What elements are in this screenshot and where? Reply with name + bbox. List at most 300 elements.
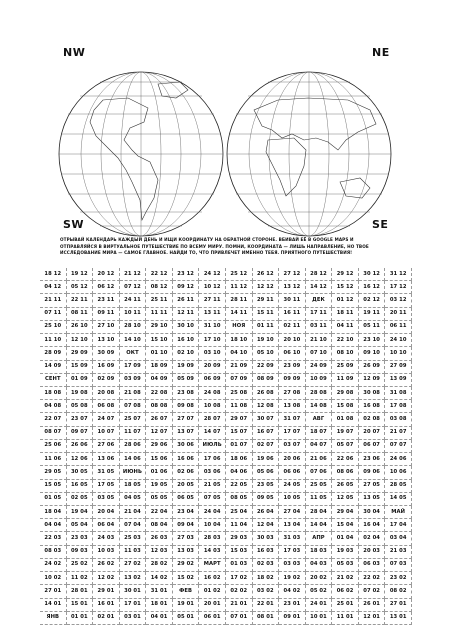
calendar-day-cell[interactable] — [359, 493, 386, 506]
calendar-day-cell[interactable] — [279, 453, 306, 466]
calendar-day-cell[interactable] — [173, 321, 200, 334]
calendar-day-cell[interactable] — [306, 294, 333, 307]
calendar-day-cell[interactable] — [385, 493, 412, 506]
calendar-day-cell[interactable] — [173, 308, 200, 321]
calendar-day-cell[interactable] — [120, 612, 147, 625]
calendar-day-cell[interactable] — [226, 413, 253, 426]
calendar-day-cell[interactable] — [120, 400, 147, 413]
calendar-day-cell[interactable] — [306, 480, 333, 493]
calendar-day-cell[interactable] — [67, 361, 94, 374]
calendar-day-cell[interactable] — [385, 400, 412, 413]
calendar-day-cell[interactable] — [146, 308, 173, 321]
calendar-day-cell[interactable] — [67, 559, 94, 572]
calendar-day-cell[interactable] — [332, 546, 359, 559]
calendar-day-cell[interactable] — [359, 294, 386, 307]
calendar-day-cell[interactable] — [67, 440, 94, 453]
calendar-day-cell[interactable] — [359, 453, 386, 466]
calendar-day-cell[interactable] — [385, 387, 412, 400]
calendar-day-cell[interactable] — [332, 519, 359, 532]
calendar-day-cell[interactable] — [120, 546, 147, 559]
calendar-day-cell[interactable] — [120, 334, 147, 347]
calendar-day-cell[interactable] — [253, 361, 280, 374]
calendar-day-cell[interactable] — [67, 519, 94, 532]
calendar-day-cell[interactable] — [93, 493, 120, 506]
calendar-day-cell[interactable] — [332, 480, 359, 493]
calendar-day-cell[interactable] — [173, 612, 200, 625]
calendar-day-cell[interactable] — [146, 361, 173, 374]
calendar-day-cell[interactable] — [93, 294, 120, 307]
calendar-day-cell[interactable] — [359, 268, 386, 281]
calendar-day-cell[interactable] — [93, 281, 120, 294]
calendar-day-cell[interactable] — [199, 546, 226, 559]
calendar-day-cell[interactable] — [279, 268, 306, 281]
calendar-day-cell[interactable] — [120, 506, 147, 519]
calendar-day-cell[interactable] — [385, 308, 412, 321]
calendar-day-cell[interactable] — [226, 572, 253, 585]
calendar-day-cell[interactable] — [332, 585, 359, 598]
calendar-day-cell[interactable] — [306, 466, 333, 479]
calendar-day-cell[interactable] — [359, 599, 386, 612]
calendar-day-cell[interactable] — [173, 387, 200, 400]
calendar-day-cell[interactable] — [173, 413, 200, 426]
calendar-day-cell[interactable] — [385, 334, 412, 347]
calendar-day-cell[interactable] — [226, 400, 253, 413]
calendar-day-cell[interactable] — [199, 519, 226, 532]
calendar-day-cell[interactable] — [40, 559, 67, 572]
calendar-day-cell[interactable] — [67, 308, 94, 321]
calendar-day-cell[interactable] — [359, 572, 386, 585]
calendar-day-cell[interactable] — [226, 440, 253, 453]
calendar-day-cell[interactable] — [93, 453, 120, 466]
calendar-day-cell[interactable] — [199, 480, 226, 493]
calendar-day-cell[interactable] — [146, 585, 173, 598]
calendar-day-cell[interactable] — [93, 334, 120, 347]
calendar-day-cell[interactable] — [226, 321, 253, 334]
calendar-day-cell[interactable] — [67, 427, 94, 440]
calendar-day-cell[interactable] — [67, 532, 94, 545]
calendar-day-cell[interactable] — [279, 466, 306, 479]
calendar-day-cell[interactable] — [253, 480, 280, 493]
calendar-day-cell[interactable] — [359, 506, 386, 519]
calendar-day-cell[interactable] — [93, 466, 120, 479]
calendar-day-cell[interactable] — [226, 334, 253, 347]
calendar-day-cell[interactable] — [226, 519, 253, 532]
calendar-day-cell[interactable] — [199, 572, 226, 585]
calendar-day-cell[interactable] — [67, 453, 94, 466]
calendar-day-cell[interactable] — [359, 347, 386, 360]
calendar-day-cell[interactable] — [306, 546, 333, 559]
calendar-day-cell[interactable] — [199, 334, 226, 347]
calendar-day-cell[interactable] — [385, 519, 412, 532]
calendar-day-cell[interactable] — [253, 612, 280, 625]
calendar-day-cell[interactable] — [385, 440, 412, 453]
calendar-day-cell[interactable] — [40, 308, 67, 321]
calendar-day-cell[interactable] — [40, 334, 67, 347]
calendar-day-cell[interactable] — [226, 506, 253, 519]
calendar-day-cell[interactable] — [67, 612, 94, 625]
calendar-day-cell[interactable] — [306, 572, 333, 585]
calendar-day-cell[interactable] — [40, 387, 67, 400]
calendar-day-cell[interactable] — [385, 361, 412, 374]
calendar-day-cell[interactable] — [120, 519, 147, 532]
calendar-day-cell[interactable] — [332, 308, 359, 321]
calendar-day-cell[interactable] — [199, 466, 226, 479]
calendar-day-cell[interactable] — [67, 546, 94, 559]
calendar-day-cell[interactable] — [173, 374, 200, 387]
calendar-day-cell[interactable] — [146, 572, 173, 585]
calendar-day-cell[interactable] — [93, 612, 120, 625]
calendar-day-cell[interactable] — [279, 532, 306, 545]
calendar-day-cell[interactable] — [385, 453, 412, 466]
calendar-day-cell[interactable] — [279, 559, 306, 572]
calendar-day-cell[interactable] — [226, 453, 253, 466]
calendar-day-cell[interactable] — [332, 268, 359, 281]
calendar-day-cell[interactable] — [93, 572, 120, 585]
calendar-day-cell[interactable] — [253, 559, 280, 572]
calendar-day-cell[interactable] — [67, 466, 94, 479]
calendar-day-cell[interactable] — [226, 532, 253, 545]
calendar-day-cell[interactable] — [359, 413, 386, 426]
calendar-day-cell[interactable] — [173, 440, 200, 453]
calendar-day-cell[interactable] — [67, 572, 94, 585]
calendar-day-cell[interactable] — [146, 427, 173, 440]
calendar-day-cell[interactable] — [40, 268, 67, 281]
calendar-day-cell[interactable] — [226, 466, 253, 479]
calendar-day-cell[interactable] — [359, 585, 386, 598]
calendar-day-cell[interactable] — [306, 493, 333, 506]
calendar-day-cell[interactable] — [385, 559, 412, 572]
calendar-day-cell[interactable] — [146, 281, 173, 294]
calendar-day-cell[interactable] — [93, 519, 120, 532]
calendar-day-cell[interactable] — [120, 532, 147, 545]
calendar-day-cell[interactable] — [67, 585, 94, 598]
calendar-day-cell[interactable] — [306, 361, 333, 374]
calendar-day-cell[interactable] — [199, 281, 226, 294]
calendar-day-cell[interactable] — [306, 532, 333, 545]
calendar-day-cell[interactable] — [385, 413, 412, 426]
calendar-day-cell[interactable] — [93, 347, 120, 360]
calendar-day-cell[interactable] — [199, 427, 226, 440]
calendar-day-cell[interactable] — [173, 546, 200, 559]
calendar-day-cell[interactable] — [279, 572, 306, 585]
calendar-day-cell[interactable] — [306, 387, 333, 400]
calendar-day-cell[interactable] — [40, 440, 67, 453]
calendar-day-cell[interactable] — [146, 413, 173, 426]
calendar-day-cell[interactable] — [306, 268, 333, 281]
calendar-day-cell[interactable] — [173, 506, 200, 519]
calendar-day-cell[interactable] — [306, 413, 333, 426]
calendar-day-cell[interactable] — [306, 506, 333, 519]
calendar-day-cell[interactable] — [253, 585, 280, 598]
calendar-day-cell[interactable] — [93, 599, 120, 612]
calendar-day-cell[interactable] — [385, 321, 412, 334]
calendar-day-cell[interactable] — [279, 599, 306, 612]
calendar-day-cell[interactable] — [279, 400, 306, 413]
calendar-day-cell[interactable] — [279, 506, 306, 519]
calendar-day-cell[interactable] — [279, 519, 306, 532]
calendar-day-cell[interactable] — [279, 374, 306, 387]
calendar-day-cell[interactable] — [199, 294, 226, 307]
calendar-day-cell[interactable] — [173, 427, 200, 440]
calendar-day-cell[interactable] — [385, 506, 412, 519]
calendar-day-cell[interactable] — [40, 493, 67, 506]
calendar-day-cell[interactable] — [120, 585, 147, 598]
calendar-day-cell[interactable] — [385, 532, 412, 545]
calendar-day-cell[interactable] — [279, 612, 306, 625]
calendar-day-cell[interactable] — [120, 387, 147, 400]
calendar-day-cell[interactable] — [279, 334, 306, 347]
calendar-day-cell[interactable] — [120, 453, 147, 466]
calendar-day-cell[interactable] — [93, 361, 120, 374]
calendar-day-cell[interactable] — [253, 546, 280, 559]
calendar-day-cell[interactable] — [173, 493, 200, 506]
calendar-day-cell[interactable] — [199, 493, 226, 506]
calendar-day-cell[interactable] — [332, 294, 359, 307]
calendar-day-cell[interactable] — [40, 321, 67, 334]
calendar-day-cell[interactable] — [332, 612, 359, 625]
calendar-day-cell[interactable] — [359, 308, 386, 321]
calendar-day-cell[interactable] — [146, 321, 173, 334]
calendar-day-cell[interactable] — [40, 599, 67, 612]
calendar-day-cell[interactable] — [226, 281, 253, 294]
calendar-day-cell[interactable] — [253, 268, 280, 281]
calendar-day-cell[interactable] — [40, 281, 67, 294]
calendar-day-cell[interactable] — [146, 519, 173, 532]
calendar-day-cell[interactable] — [40, 427, 67, 440]
calendar-day-cell[interactable] — [199, 413, 226, 426]
calendar-day-cell[interactable] — [173, 361, 200, 374]
calendar-day-cell[interactable] — [253, 347, 280, 360]
calendar-day-cell[interactable] — [67, 347, 94, 360]
calendar-day-cell[interactable] — [67, 281, 94, 294]
calendar-day-cell[interactable] — [306, 400, 333, 413]
calendar-day-cell[interactable] — [385, 585, 412, 598]
calendar-day-cell[interactable] — [332, 321, 359, 334]
calendar-day-cell[interactable] — [40, 519, 67, 532]
calendar-day-cell[interactable] — [120, 466, 147, 479]
calendar-day-cell[interactable] — [306, 347, 333, 360]
calendar-day-cell[interactable] — [120, 321, 147, 334]
calendar-day-cell[interactable] — [199, 308, 226, 321]
calendar-day-cell[interactable] — [199, 440, 226, 453]
calendar-day-cell[interactable] — [146, 480, 173, 493]
calendar-day-cell[interactable] — [306, 440, 333, 453]
calendar-day-cell[interactable] — [226, 585, 253, 598]
calendar-day-cell[interactable] — [306, 585, 333, 598]
calendar-day-cell[interactable] — [226, 612, 253, 625]
calendar-day-cell[interactable] — [332, 440, 359, 453]
calendar-day-cell[interactable] — [67, 321, 94, 334]
calendar-day-cell[interactable] — [120, 361, 147, 374]
calendar-day-cell[interactable] — [332, 427, 359, 440]
calendar-day-cell[interactable] — [332, 559, 359, 572]
calendar-day-cell[interactable] — [67, 294, 94, 307]
calendar-day-cell[interactable] — [253, 599, 280, 612]
calendar-day-cell[interactable] — [93, 559, 120, 572]
calendar-day-cell[interactable] — [306, 599, 333, 612]
calendar-day-cell[interactable] — [385, 427, 412, 440]
calendar-day-cell[interactable] — [120, 308, 147, 321]
calendar-day-cell[interactable] — [173, 334, 200, 347]
calendar-day-cell[interactable] — [253, 427, 280, 440]
calendar-day-cell[interactable] — [146, 268, 173, 281]
calendar-day-cell[interactable] — [120, 347, 147, 360]
calendar-day-cell[interactable] — [199, 559, 226, 572]
calendar-day-cell[interactable] — [146, 453, 173, 466]
calendar-day-cell[interactable] — [385, 347, 412, 360]
calendar-day-cell[interactable] — [279, 347, 306, 360]
calendar-day-cell[interactable] — [226, 268, 253, 281]
calendar-day-cell[interactable] — [253, 281, 280, 294]
calendar-day-cell[interactable] — [120, 374, 147, 387]
calendar-day-cell[interactable] — [93, 480, 120, 493]
calendar-day-cell[interactable] — [253, 294, 280, 307]
calendar-day-cell[interactable] — [199, 387, 226, 400]
calendar-day-cell[interactable] — [173, 599, 200, 612]
calendar-day-cell[interactable] — [226, 546, 253, 559]
calendar-day-cell[interactable] — [67, 334, 94, 347]
calendar-day-cell[interactable] — [253, 413, 280, 426]
calendar-day-cell[interactable] — [199, 361, 226, 374]
calendar-day-cell[interactable] — [120, 559, 147, 572]
calendar-day-cell[interactable] — [359, 466, 386, 479]
calendar-day-cell[interactable] — [279, 361, 306, 374]
calendar-day-cell[interactable] — [40, 480, 67, 493]
calendar-day-cell[interactable] — [306, 612, 333, 625]
calendar-day-cell[interactable] — [120, 572, 147, 585]
calendar-day-cell[interactable] — [385, 294, 412, 307]
calendar-day-cell[interactable] — [93, 374, 120, 387]
calendar-day-cell[interactable] — [332, 400, 359, 413]
calendar-day-cell[interactable] — [385, 612, 412, 625]
calendar-day-cell[interactable] — [93, 308, 120, 321]
calendar-day-cell[interactable] — [146, 347, 173, 360]
calendar-day-cell[interactable] — [332, 374, 359, 387]
calendar-day-cell[interactable] — [279, 321, 306, 334]
calendar-day-cell[interactable] — [385, 480, 412, 493]
calendar-day-cell[interactable] — [67, 400, 94, 413]
calendar-day-cell[interactable] — [93, 440, 120, 453]
calendar-day-cell[interactable] — [226, 374, 253, 387]
calendar-day-cell[interactable] — [253, 572, 280, 585]
calendar-day-cell[interactable] — [93, 413, 120, 426]
calendar-day-cell[interactable] — [93, 506, 120, 519]
calendar-day-cell[interactable] — [40, 374, 67, 387]
calendar-day-cell[interactable] — [359, 519, 386, 532]
calendar-day-cell[interactable] — [173, 532, 200, 545]
calendar-day-cell[interactable] — [40, 546, 67, 559]
calendar-day-cell[interactable] — [226, 480, 253, 493]
calendar-day-cell[interactable] — [93, 321, 120, 334]
calendar-day-cell[interactable] — [359, 440, 386, 453]
calendar-day-cell[interactable] — [199, 400, 226, 413]
calendar-day-cell[interactable] — [332, 453, 359, 466]
calendar-day-cell[interactable] — [67, 480, 94, 493]
calendar-day-cell[interactable] — [40, 585, 67, 598]
calendar-day-cell[interactable] — [146, 599, 173, 612]
calendar-day-cell[interactable] — [93, 268, 120, 281]
calendar-day-cell[interactable] — [332, 572, 359, 585]
calendar-day-cell[interactable] — [253, 466, 280, 479]
calendar-day-cell[interactable] — [306, 308, 333, 321]
calendar-day-cell[interactable] — [120, 480, 147, 493]
calendar-day-cell[interactable] — [332, 347, 359, 360]
calendar-day-cell[interactable] — [279, 546, 306, 559]
calendar-day-cell[interactable] — [226, 294, 253, 307]
calendar-day-cell[interactable] — [199, 268, 226, 281]
calendar-day-cell[interactable] — [199, 612, 226, 625]
calendar-day-cell[interactable] — [226, 427, 253, 440]
calendar-day-cell[interactable] — [146, 387, 173, 400]
calendar-day-cell[interactable] — [332, 413, 359, 426]
calendar-day-cell[interactable] — [385, 374, 412, 387]
calendar-day-cell[interactable] — [93, 585, 120, 598]
calendar-day-cell[interactable] — [226, 361, 253, 374]
calendar-day-cell[interactable] — [306, 453, 333, 466]
calendar-day-cell[interactable] — [253, 493, 280, 506]
calendar-day-cell[interactable] — [40, 400, 67, 413]
calendar-day-cell[interactable] — [93, 427, 120, 440]
calendar-day-cell[interactable] — [40, 294, 67, 307]
calendar-day-cell[interactable] — [332, 532, 359, 545]
calendar-day-cell[interactable] — [146, 400, 173, 413]
calendar-day-cell[interactable] — [359, 281, 386, 294]
calendar-day-cell[interactable] — [279, 440, 306, 453]
calendar-day-cell[interactable] — [146, 334, 173, 347]
calendar-day-cell[interactable] — [199, 599, 226, 612]
calendar-day-cell[interactable] — [279, 480, 306, 493]
calendar-day-cell[interactable] — [173, 347, 200, 360]
calendar-day-cell[interactable] — [199, 506, 226, 519]
calendar-day-cell[interactable] — [146, 440, 173, 453]
calendar-day-cell[interactable] — [306, 281, 333, 294]
calendar-day-cell[interactable] — [279, 387, 306, 400]
calendar-day-cell[interactable] — [279, 294, 306, 307]
calendar-day-cell[interactable] — [67, 506, 94, 519]
calendar-day-cell[interactable] — [359, 546, 386, 559]
calendar-day-cell[interactable] — [279, 427, 306, 440]
calendar-day-cell[interactable] — [146, 546, 173, 559]
calendar-day-cell[interactable] — [332, 334, 359, 347]
calendar-day-cell[interactable] — [359, 321, 386, 334]
calendar-day-cell[interactable] — [253, 506, 280, 519]
calendar-day-cell[interactable] — [385, 268, 412, 281]
calendar-day-cell[interactable] — [306, 334, 333, 347]
calendar-day-cell[interactable] — [173, 559, 200, 572]
calendar-day-cell[interactable] — [199, 374, 226, 387]
calendar-day-cell[interactable] — [67, 387, 94, 400]
calendar-day-cell[interactable] — [40, 347, 67, 360]
calendar-day-cell[interactable] — [146, 466, 173, 479]
calendar-day-cell[interactable] — [332, 599, 359, 612]
calendar-day-cell[interactable] — [199, 453, 226, 466]
calendar-day-cell[interactable] — [173, 480, 200, 493]
calendar-day-cell[interactable] — [332, 387, 359, 400]
calendar-day-cell[interactable] — [226, 308, 253, 321]
calendar-day-cell[interactable] — [253, 440, 280, 453]
calendar-day-cell[interactable] — [385, 466, 412, 479]
calendar-day-cell[interactable] — [146, 294, 173, 307]
calendar-day-cell[interactable] — [120, 268, 147, 281]
calendar-day-cell[interactable] — [40, 506, 67, 519]
calendar-day-cell[interactable] — [120, 440, 147, 453]
calendar-day-cell[interactable] — [173, 519, 200, 532]
calendar-day-cell[interactable] — [253, 321, 280, 334]
calendar-day-cell[interactable] — [306, 519, 333, 532]
calendar-day-cell[interactable] — [146, 532, 173, 545]
calendar-day-cell[interactable] — [146, 493, 173, 506]
calendar-day-cell[interactable] — [173, 572, 200, 585]
